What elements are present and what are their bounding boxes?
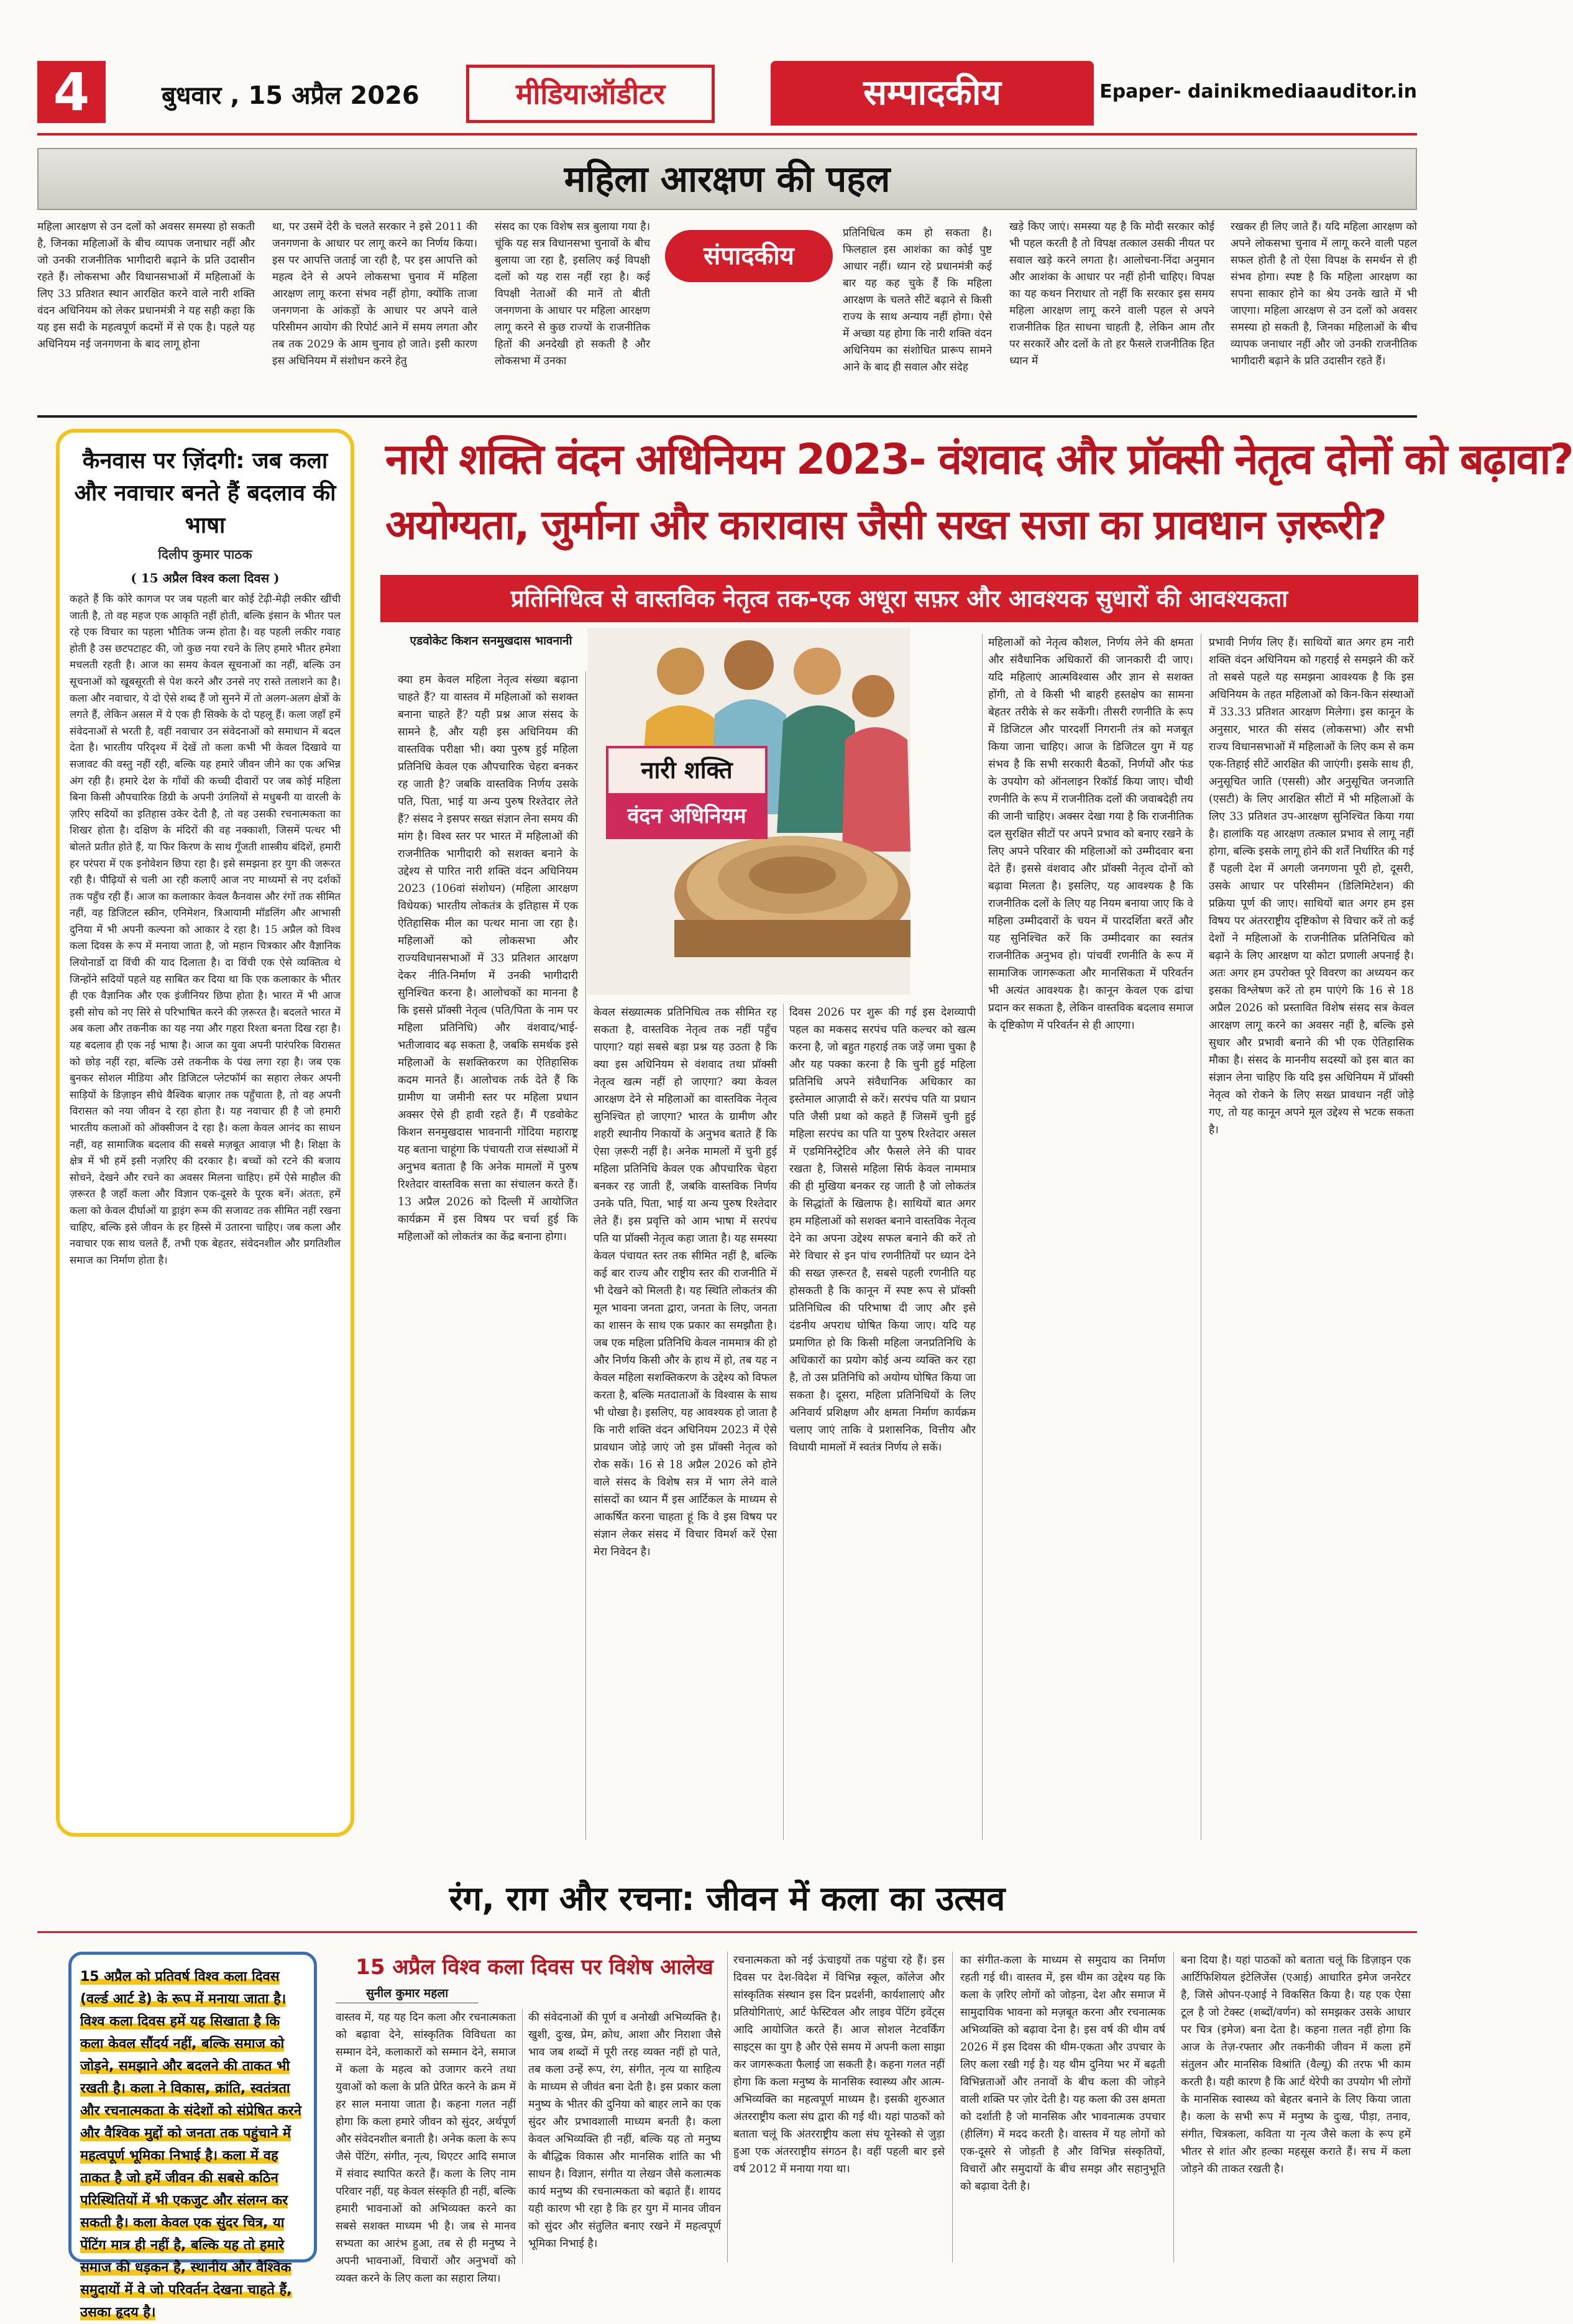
page-number: 4	[37, 61, 106, 123]
pull-quote-text	[80, 1966, 305, 2324]
pull-quote	[68, 1952, 317, 2320]
bottom-column: का संगीत-कला के माध्यम से समुदाय का निर्माण रहती गई थी। वास्तव में, इस थीम का उद्देश्य यह कि कला के ज़रिए लोगों को जोड़ना, देश और समाज में सामुदायिक भावना को मज़बूत करना और रचनात्मक अभिव्यक्ति को बढ़ावा देना है। इस वर्ष की थीम वर्ष 2026 में इस दिवस की थीम-एकता और उपचार के लिए कला रखी गई है। यह थीम दुनिया भर में बढ़ती विभिन्नताओं और तनावों के बीच कला की जोड़ने वाली शक्ति पर ज़ोर देती है। यह कला की उस क्षमता को दर्शाती है जो मानसिक और भावनात्मक उपचार (हीलिंग) में मदद करती है। वास्तव में यह लोगों को एक-दूसरे से जोड़ती है और विभिन्न संस्कृतियों, विचारों और समुदायों के बीच समझ और सहानुभूति को बढ़ावा देती है।	[960, 1954, 1165, 2193]
main-column: प्रभावी निर्णय लिए हैं। साथियों बात अगर हम नारी शक्ति वंदन अधिनियम को गहराई से समझने की करें तो सबसे पहले यह समझना आवश्यक है कि इस अधिनियम के तहत महिलाओं को किन-किन संस्थाओं में 33.33 प्रतिशत आरक्षण मिलेगा। इस कानून के अनुसार, भारत की संसद (लोकसभा) और सभी राज्य विधानसभाओं में महिलाओं के लिए कम से कम एक-तिहाई सीटें आरक्षित की जाएंगी। इसके साथ ही, अनुसूचित जाति (एससी) और अनुसूचित जनजाति (एसटी) के लिए आरक्षित सीटों में भी महिलाओं के लिए 33 प्रतिशत उप-आरक्षण सुनिश्चित किया गया है। हालांकि यह आरक्षण तत्काल प्रभाव से लागू नहीं होगा, बल्कि इसके लागू होने की शर्तें निर्धारित की गई हैं पहली देश में अगली जनगणना पूरी हो, दूसरी, उसके आधार पर परिसीमन (डिलिमिटेशन) की प्रक्रिया पूर्ण की जाए। साथियों बात अगर हम इस विषय पर अंतरराष्ट्रीय दृष्टिकोण से विचार करें तो कई देशों ने महिलाओं के राजनीतिक प्रतिनिधित्व को बढ़ाने के लिए आरक्षण या कोटा प्रणाली अपनाई है। अतः अगर हम उपरोक्त पूरे विवरण का अध्ययन कर इसका विश्लेषण करें तो हम पाएंगे कि 16 से 18 अप्रैल 2026 को प्रस्तावित विशेष संसद सत्र केवल आरक्षण लागू करने का अवसर नहीं है, बल्कि इसे सुधार और प्रभावी बनाने की भी एक ऐतिहासिक मौका है। संसद के माननीय सदस्यों को इस बात का संज्ञान लेना चाहिए कि यदि इस अधिनियम में प्रॉक्सी नेतृत्व को रोकने के लिए सख्त प्रावधान नहीं जोड़े गए, तो यह कानून अपने मूल उद्देश्य से भटक सकता है।	[1209, 636, 1414, 1136]
bottom-article-kicker: 15 अप्रैल विश्व कला दिवस पर विशेष आलेख	[355, 1955, 713, 1980]
main-headline	[385, 429, 1573, 559]
main-column: महिलाओं को नेतृत्व कौशल, निर्णय लेने की क्षमता और संवैधानिक अधिकारों की जानकारी दी जाए। यदि महिलाएं आत्मविश्वास और ज्ञान से सशक्त होंगी, तो वे किसी भी बाहरी हस्तक्षेप का सामना बेहतर तरीके से कर सकेंगी। तीसरी रणनीति के रूप में डिजिटल और पारदर्शी निगरानी तंत्र को मजबूत किया जाना चाहिए। आज के डिजिटल युग में यह संभव है कि सभी सरकारी बैठकों, निर्णयों और फंड के उपयोग को ऑनलाइन रिकॉर्ड किया जाए। चौथी रणनीति के रूप में राजनीतिक दलों की जवाबदेही तय की जानी चाहिए। अक्सर देखा गया है कि राजनीतिक दल सुरक्षित सीटों पर अपने प्रभाव को बनाए रखने के लिए अपने परिवार की महिलाओं को उम्मीदवार बना देते हैं। इससे वंशवाद और प्रॉक्सी नेतृत्व दोनों को बढ़ावा मिलता है। इसलिए, यह आवश्यक है कि राजनीतिक दलों के लिए यह नियम बनाया जाए कि वे महिला उम्मीदवारों के चयन में पारदर्शिता बरतें और यह सुनिश्चित करें कि उम्मीदवार का स्वतंत्र राजनीतिक अनुभव हो। पांचवीं रणनीति के रूप में सामाजिक जागरूकता और मानसिकता में परिवर्तन भी अत्यंत आवश्यक है। कानून केवल एक ढांचा प्रदान कर सकता है, लेकिन वास्तविक बदलाव समाज के दृष्टिकोण में परिवर्तन से ही आएगा।	[988, 636, 1193, 1032]
newspaper-brand[interactable]: मीडियाऑडीटर	[466, 65, 715, 123]
editorial-title: महिला आरक्षण की पहल	[564, 158, 891, 200]
bottom-column: की संवेदनाओं की पूर्ण व अनोखी अभिव्यक्ति है। खुशी, दुःख, प्रेम, क्रोध, आशा और निराशा जैसे भाव जब शब्दों में पूरी तरह व्यक्त नहीं हो पाते, तब कला उन्हें रूप, रंग, संगीत, नृत्य या साहित्य के माध्यम से जीवंत बना देती है। इस प्रकार कला मनुष्य के भीतर की दुनिया को बाहर लाने का एक सुंदर और प्रभावशाली माध्यम बनती है। कला केवल अभिव्यक्ति ही नहीं, बल्कि यह तो मनुष्य के बौद्धिक विकास और मानसिक शांति का भी साधन है। विज्ञान, संगीत या लेखन जैसे कलात्मक कार्य मनुष्य की रचनात्मकता को बढ़ाते हैं। शायद यही कारण भी रहा है कि हर युग में मानव जीवन को सुंदर और संतुलित बनाए रखने में महत्वपूर्ण भूमिका निभाई है।	[528, 2011, 721, 2250]
editorial-column: था, पर उसमें देरी के चलते सरकार ने इसे 2011 की जनगणना के आधार पर लागू करने का निर्णय किया। इस पर आपत्ति जताई जा रही है, पर इस आपत्ति को महत्व देने से अपने लोकसभा चुनाव में महिला आरक्षण लागू करना संभव नहीं होगा, क्योंकि ताजा जनगणना के आंकड़ों के आधार पर अपने वाले परिसीमन आयोग की रिपोर्ट आने में समय लगता और तब तक 2029 के आम चुनाव हो जाते। इसी कारण इस अधिनियम में संशोधन करने हेतु	[272, 221, 477, 367]
column-rule	[585, 671, 586, 1840]
main-column: क्या हम केवल महिला नेतृत्व संख्या बढ़ाना चाहते हैं? या वास्तव में महिलाओं को सशक्त बनाना चाहते हैं? यही प्रश्न आज संसद के सामने है, और यही इस अधिनियम की वास्तविक परीक्षा भी। क्या पुरुष हुई महिला प्रतिनिधि केवल एक औपचारिक चेहरा बनकर रह जाती है? जबकि वास्तविक निर्णय उसके पति, पिता, भाई या अन्य पुरुष रिश्तेदार लेते हैं? संसद ने इसपर सख्त संज्ञान लेना समय की मांग है। विश्व स्तर पर भारत में महिलाओं की राजनीतिक भागीदारी को सशक्त बनाने के उद्देश्य से पारित नारी शक्ति वंदन अधिनियम 2023 (106वां संशोधन) (महिला आरक्षण विधेयक) भारतीय लोकतंत्र के इतिहास में एक ऐतिहासिक मील का पत्थर माना जा रहा है। महिलाओं को लोकसभा और राज्यविधानसभाओं में 33 प्रतिशत आरक्षण देकर नीति-निर्माण में उनकी भागीदारी सुनिश्चित करना है। आलोचकों का मानना है कि इससे प्रॉक्सी नेतृत्व (पति/पिता के नाम पर महिला प्रतिनिधि) और वंशवाद/भाई-भतीजावाद बढ़ सकता है, जबकि समर्थक इसे महिलाओं के सशक्तिकरण का ऐतिहासिक कदम मानते हैं। आलोचक तर्क देते हैं कि ग्रामीण या जमीनी स्तर पर महिला प्रधान अक्सर ऐसे ही हावी रहते हैं। मैं एडवोकेट किशन सनमुखदास भावनानी गोंदिया महाराष्ट्र यह बताना चाहूंगा कि पंचायती राज संस्थाओं में अनुभव बताता है कि अनेक मामलों में पुरुष रिश्तेदार वास्तविक सत्ता का संचालन करते हैं। 13 अप्रैल 2026 को दिल्ली में आयोजित कार्यक्रम में इस विषय पर चर्चा हुई कि महिलाओं को लोकतंत्र का केंद्र बनाना होगा।	[398, 674, 578, 1243]
article-illustration	[587, 628, 910, 994]
issue-date: बुधवार , 15 अप्रैल 2026	[162, 81, 420, 110]
bottom-article-author: सुनील कुमार महला	[336, 1984, 479, 2003]
nari-shakti-tag	[606, 746, 768, 839]
masthead	[37, 48, 1417, 135]
side-article-title[interactable]: कैनवास पर ज़िंदगी: जब कला और नवाचार बनते हैं बदलाव की भाषा	[74, 448, 336, 538]
editorial-column: रखकर ही लिए जाते हैं। यदि महिला आरक्षण को अपने लोकसभा चुनाव में लागू करने वाली पहल सफल होती है तो ऐसा विपक्ष के समर्थन से ही संभव होगा। स्पष्ट है कि महिला आरक्षण का सपना साकार होने का श्रेय उनके खाते में भी जाएगा। महिला आरक्षण से उन दलों को अवसर समस्या हो सकती है, जिनका महिलाओं के बीच व्यापक जनाधार नहीं और जो उनकी राजनीतिक भागीदारी बढ़ाने के प्रति उदासीन रहते हैं।	[1231, 221, 1417, 367]
bottom-section-title[interactable]: रंग, राग और रचना: जीवन में कला का उत्सव	[449, 1879, 1006, 1918]
editorial-body	[37, 219, 1417, 405]
editorial-column: प्रतिनिधित्व कम हो सकता है। फिलहाल इस आशंका का कोई पुष्ट आधार नहीं। ध्यान रहे प्रधानमंत्री कई बार यह कह चुके हैं कि महिला आरक्षण के चलते सीटें बढ़ाने से किसी राज्य के साथ अन्याय नहीं होगा। ऐसे में अच्छा यह होगा कि नारी शक्ति वंदन अधिनियम का संशोधित प्रारूप सामने आने के बाद ही सवाल और संदेह	[843, 227, 992, 374]
column-rule	[522, 2009, 523, 2264]
divider	[37, 415, 1417, 418]
main-byline: एडवोकेट किशन सनमुखदास भावनानी	[410, 634, 572, 648]
editorial-column: संसद का एक विशेष सत्र बुलाया गया है। चूंकि यह सत्र विधानसभा चुनावों के बीच बुलाया जा रहा है, इसलिए कई विपक्षी दलों को यह रास नहीं रहा है। कई विपक्षी नेताओं की मानें तो बीती जनगणना के आधार पर महिला आरक्षण लागू करने से कुछ राज्यों के राजनीतिक हितों की अनदेखी हो सकती है और लोकसभा में उनका	[495, 221, 650, 367]
bottom-column: वास्तव में, यह यह दिन कला और रचनात्मकता को बढ़ावा देने, सांस्कृतिक विविधता का सम्मान देने, कलाकारों को सम्मान देने, समाज में कला के महत्व को उजागर करने तथा युवाओं को कला के प्रति प्रेरित करने के क्रम में हर साल मनाया जाता है। कहना गलत नहीं होगा कि कला हमारे जीवन को सुंदर, अर्थपूर्ण और संवेदनशील बनाती है। अनेक कला के रूप जैसे पेंटिंग, संगीत, नृत्य, थिएटर आदि समाज में संवाद स्थापित करते हैं। कला के लिए नाम परिवार नहीं, यह केवल संस्कृति ही नहीं, बल्कि हमारी भावनाओं को अभिव्यक्त करने का सबसे सशक्त माध्यम भी है। जब से मानव सभ्यता का आरंभ हुआ, तब से ही मनुष्य ने अपनी भावनाओं, विचारों और अनुभवों को व्यक्त करने के लिए कला का सहारा लिया।	[336, 2011, 516, 2285]
subheadline-band: प्रतिनिधित्व से वास्तविक नेतृत्व तक-एक अधूरा सफ़र और आवश्यक सुधारों की आवश्यकता	[380, 575, 1418, 622]
side-article-subhead: ( 15 अप्रैल विश्व कला दिवस )	[131, 571, 280, 586]
editorial-column: खड़े किए जाएं। समस्या यह है कि मोदी सरकार कोई भी पहल करती है तो विपक्ष तत्काल उसकी नीयत पर सवाल खड़े करने लगता है। आलोचना-निंदा अनुमान और आशंका के आधार पर नहीं होनी चाहिए। विपक्ष का यह कथन निराधार तो नहीं कि सरकार इस समय महिला आरक्षण लागू करने वाली पहल से अपने राजनीतिक हित साधना चाहती है, लेकिन आम तौर पर सरकारें और दलों के तो हर फैसले राजनीतिक हित ध्यान में	[1009, 221, 1214, 367]
editorial-banner	[37, 148, 1417, 210]
pull-quote-highlight: 15 अप्रैल को प्रतिवर्ष विश्व कला दिवस (वर्ल्ड आर्ट डे) के रूप में मनाया जाता है। विश्व कला दिवस हमें यह सिखाता है कि कला केवल सौंदर्य नहीं, बल्कि समाज को जोड़ने, समझाने और बदलने की ताकत भी रखती है। कला ने विकास, क्रांति, स्वतंत्रता और रचनात्मकता के संदेशों को संप्रेषित करने और वैश्विक मुद्दों को जनता तक पहुंचाने में महत्वपूर्ण भूमिका निभाई है। कला में वह ताकत है जो हमें जीवन की सबसे कठिन परिस्थितियों में भी एकजुट और संलग्न कर सकती है। कला केवल एक सुंदर चित्र, या पेंटिंग मात्र ही नहीं है, बल्कि यह तो हमारे समाज की धड़कन है, स्थानीय और वैश्विक समुदायों में वे जो परिवर्तन देखना चाहते हैं, उसका हृदय है।	[80, 1969, 301, 2320]
column-rule	[783, 1004, 784, 1840]
side-article-body: कहते हैं कि कोरे कागज पर जब पहली बार कोई टेढ़ी-मेढ़ी लकीर खींची जाती है, तो वह महज एक आकृति नहीं होती, बल्कि इंसान के भीतर पल रहे एक विचार का पहला भौतिक जन्म होता है। वह पहली लकीर गवाह होती है उस छटपटाहट की, जो कुछ नया रचने के लिए हमारे भीतर हमेशा मचलती रहती है। आज का समय केवल सूचनाओं का नहीं, बल्कि उन सूचनाओं को खूबसूरती से पेश करने और उनसे नए रास्ते तलाशने का है। कला और नवाचार, ये दो ऐसे शब्द हैं जो सुनने में तो अलग-अलग क्षेत्रों के लगते हैं, लेकिन असल में ये एक ही सिक्के के दो पहलू हैं। कला जहाँ हमें संवेदनाओं से भरती है, वहीं नवाचार उन संवेदनाओं को समाधान में बदल देता है। भारतीय परिदृश्य में देखें तो कला कभी भी केवल दिखावे या सजावट की वस्तु नहीं रही, बल्कि यह हमारे जीवन जीने का एक अभिन्न अंग रही है। हमारे देश के गाँवों की कच्ची दीवारों पर जब कोई महिला बिना किसी औपचारिक डिग्री के अपनी उंगलियों से मधुबनी या वारली के ज़रिए सदियों का इतिहास उकेर देती है, तो वह उसकी रचनात्मकता का शिखर होता है। दक्षिण के मंदिरों की वह नक्काशी, जिसमें पत्थर भी बोलते प्रतीत होते हैं, या फिर किरण के साथ गूँजती शास्त्रीय बंदिशें, हमारी हर परंपरा में एक इनोवेशन छिपा रहा है। इसे समझना हर युग की जरूरत रही है। पीढ़ियों से चली आ रही कलाएँ आज नए माध्यमों से नए दर्शकों तक पहुँच रही हैं। आज का कलाकार केवल कैनवास और रंगों तक सीमित नहीं, वह डिजिटल स्क्रीन, एनिमेशन, त्रिआयामी मॉडलिंग और आभासी दुनिया में भी अपनी कल्पना को आकार दे रहा है। 15 अप्रैल को विश्व कला दिवस के रूप में मनाया जाता है, जो महान चित्रकार और वैज्ञानिक लियोनार्डो दा विंची की याद दिलाता है। दा विंची एक ऐसे व्यक्तित्व थे जिन्होंने सदियों पहले यह साबित कर दिया था कि एक कलाकार के भीतर ही एक वैज्ञानिक और एक इंजीनियर छिपा होता है। भारत में भी आज इसी सोच को नए सिरे से परिभाषित करने की ज़रूरत है। बदलते भारत में अब कला और तकनीक का यह नया और गहरा रिश्ता बनता दिख रहा है। यह बदलाव ही एक नई भाषा है। आज का युवा अपनी पारंपरिक विरासत को छोड़ नहीं रहा, बल्कि उसे तकनीक के पंख लगा रहा है। जब एक बुनकर सोशल मीडिया और डिजिटल प्लेटफॉर्म का सहारा लेकर अपनी साड़ियों के डिज़ाइन सीधे वैश्विक बाज़ार तक पहुँचाता है, तो वह अपनी विरासत को नया जीवन दे रहा होता है। यह नवाचार ही है जो हमारी भारतीय कलाओं को ऑक्सीजन दे रहा है। कला केवल आनंद का साधन नहीं, वह सामाजिक बदलाव की सबसे मज़बूत आवाज़ भी है। शिक्षा के क्षेत्र में भी हमें इसी नज़रिए की दरकार है। बच्चों को रटने की बजाय सोचने, देखने और रचने का अवसर मिलना चाहिए। हमें ऐसे माहौल की ज़रूरत है जहाँ कला और विज्ञान एक-दूसरे के पूरक बनें। अंततः, हमें कला को केवल दीर्घाओं या ड्राइंग रूम की सजावट तक सीमित नहीं रखना चाहिए, बल्कि इसे जीवन के हर हिस्से में उतारना चाहिए। जब कला और नवाचार एक साथ चलते हैं, तभी एक बेहतर, संवेदनशील और प्रगतिशील समाज का निर्माण होता है।	[70, 593, 341, 1266]
column-rule	[952, 1952, 953, 2262]
column-rule	[1173, 1952, 1174, 2262]
bottom-column: रचनात्मकता को नई ऊंचाइयों तक पहुंचा रहे हैं। इस दिवस पर देश-विदेश में विभिन्न स्कूल, कॉलेज और सांस्कृतिक संस्थान इस दिन प्रदर्शनी, कार्यशालाएं और प्रतियोगिताएं, आर्ट फेस्टिवल और लाइव पेंटिंग इवेंट्स आदि आयोजित करते हैं। आज सोशल नेटवर्किंग साइट्स का युग है और ऐसे समय में अपनी कला साझा कर जागरूकता फैलाई जा सकती है। कहना गलत नहीं होगा कि कला मनुष्य के मानसिक स्वास्थ्य और आत्म-अभिव्यक्ति का महत्वपूर्ण माध्यम है। इसकी शुरुआत अंतरराष्ट्रीय कला संघ द्वारा की गई थी। यहां पाठकों को बताता चलूं कि अंतरराष्ट्रीय कला संघ यूनेस्को से जुड़ा हुआ एक अंतरराष्ट्रीय संगठन है। वहीं पहली बार इसे वर्ष 2012 में मनाया गया था।	[733, 1954, 945, 2175]
epaper-link[interactable]: Epaper- dainikmediaauditor.in	[1099, 81, 1417, 103]
nari-tag-top: नारी शक्ति	[641, 756, 733, 784]
main-column: दिवस 2026 पर शुरू की गई इस देशव्यापी पहल का मकसद सरपंच पति कल्चर को खत्म करना है, जो बहुत गहराई तक जड़ें जमा चुका है और यह पक्का करना है कि चुनी हुई महिला प्रतिनिधि अपने संवैधानिक अधिकार का इस्तेमाल आज़ादी से करें। सरपंच पति या प्रधान पति जैसी प्रथा को कहते हैं जिसमें चुनी हुई महिला सरपंच का पति या पुरुष रिश्तेदार असल में एडमिनिस्ट्रेटिव और फैसले लेने की पावर रखता है, जिससे महिला सिर्फ केवल नाममात्र की ही मुखिया बनकर रह जाती है जो लोकतंत्र के सिद्धांतों के खिलाफ है। साथियों बात अगर हम महिलाओं को सशक्त बनाने वास्तविक नेतृत्व देने का अपना उद्देश्य सफल बनाने की करें तो मेरे विचार से इन पांच रणनीतियों पर ध्यान देने की सख्त ज़रूरत है, सबसे पहली रणनीति यह होसकती है कि कानून में स्पष्ट रूप से प्रॉक्सी प्रतिनिधित्व की परिभाषा दी जाए और इसे दंडनीय अपराध घोषित किया जाए। यदि यह प्रमाणित हो कि किसी महिला जनप्रतिनिधि के अधिकारों का प्रयोग कोई अन्य व्यक्ति कर रहा है, तो उस प्रतिनिधि को अयोग्य घोषित किया जा सकता है। दूसरा, महिला प्रतिनिधियों के लिए अनिवार्य प्रशिक्षण और क्षमता निर्माण कार्यक्रम चलाए जाएं ताकि वे प्रशासनिक, वित्तीय और विधायी मामलों में स्वतंत्र निर्णय ले सकें।	[789, 1006, 976, 1454]
bottom-section-header	[37, 1865, 1417, 1933]
editorial-column: महिला आरक्षण से उन दलों को अवसर समस्या हो सकती है, जिनका महिलाओं के बीच व्यापक जनाधार नहीं और जो उनकी राजनीतिक भागीदारी बढ़ाने के प्रति उदासीन रहते हैं। लोकसभा और विधानसभाओं में महिलाओं के लिए 33 प्रतिशत स्थान आरक्षित करने वाले नारी शक्ति वंदन अधिनियम को लेकर प्रधानमंत्री ने यह सही कहा कि यह इस सदी के महत्वपूर्ण कदमों में से एक है। पहले यह अधिनियम नई जनगणना के बाद लागू होना	[37, 221, 255, 351]
headline-line-2[interactable]: अयोग्यता, जुर्माना और कारावास जैसी सख्त सजा का प्रावधान ज़रूरी?	[385, 501, 1386, 549]
section-title: सम्पादकीय	[771, 61, 1094, 126]
side-article	[56, 429, 354, 1837]
headline-line-1[interactable]: नारी शक्ति वंदन अधिनियम 2023- वंशवाद और प्रॉक्सी नेतृत्व दोनों को बढ़ावा?	[385, 435, 1573, 484]
side-article-author: दिलीप कुमार पाठक	[158, 547, 252, 562]
bottom-column: बना दिया है। यहां पाठकों को बताता चलूं कि डिज़ाइन एक आर्टिफिशियल इंटेलिजेंस (एआई) आधारित इमेज जनरेटर है, जिसे ओपन-एआई ने विकसित किया है। यह एक ऐसा टूल है जो टेक्स्ट (शब्दों/वर्णन) को समझकर उसके आधार पर चित्र (इमेज) बना देता है। कहना ग़लत नहीं होगा कि आज के तेज़-रफ्तार और तकनीकी जीवन में कला हमें संतुलन और मानसिक विश्रांति (वैल्यू) की तरफ भी काम करती है। यही कारण है कि आर्ट थेरेपी का उपयोग भी लोगों के मानसिक स्वास्थ्य को बेहतर बनाने के लिए किया जाता है। कला के सभी रूप में मनुष्य के दुःख, पीड़ा, तनाव, संगीत, चित्रकला, कविता या नृत्य जैसे कला के रूप हमें भीतर से शांत और हल्का महसूस कराते हैं। सच में कला जोड़ने की ताकत रखती है।	[1181, 1954, 1411, 2175]
nari-tag-bottom: वंदन अधिनियम	[608, 793, 765, 839]
main-column: केवल संख्यात्मक प्रतिनिधित्व तक सीमित रह सकता है, वास्तविक नेतृत्व तक नहीं पहुँच पाएगा? यहां सबसे बड़ा प्रश्न यह उठता है कि क्या इस अधिनियम से वंशवाद तथा प्रॉक्सी नेतृत्व खत्म नहीं हो जाएगा? क्या केवल आरक्षण देने से महिलाओं का वास्तविक नेतृत्व सुनिश्चित हो जाएगा? भारत के ग्रामीण और शहरी स्थानीय निकायों के अनुभव बताते हैं कि ऐसा ज़रूरी नहीं है। अनेक मामलों में चुनी हुई महिला प्रतिनिधि केवल एक औपचारिक चेहरा बनकर रह जाती हैं, जबकि वास्तविक निर्णय उनके पति, पिता, भाई या अन्य पुरुष रिश्तेदार लेते हैं। इस प्रवृत्ति को आम भाषा में सरपंच पति या प्रॉक्सी नेतृत्व कहा जाता है। यह समस्या केवल पंचायत स्तर तक सीमित नहीं है, बल्कि कई बार राज्य और राष्ट्रीय स्तर की राजनीति में भी देखने को मिलती है। यह स्थिति लोकतंत्र की मूल भावना जनता द्वारा, जनता के लिए, जनता का शासन के साथ एक प्रकार का समझौता है। जब एक महिला प्रतिनिधि केवल नाममात्र की हो और निर्णय किसी और के हाथ में हो, तब यह न केवल महिला सशक्तिकरण के उद्देश्य को विफल करता है, बल्कि मतदाताओं के विश्वास के साथ भी धोखा है। इसलिए, यह आवश्यक हो जाता है कि नारी शक्ति वंदन अधिनियम 2023 में ऐसे प्रावधान जोड़े जाएं जो इस प्रॉक्सी नेतृत्व को रोक सकें। 16 से 18 अप्रैल 2026 को होने वाले संसद के विशेष सत्र में भाग लेने वाले सांसदों का ध्यान मैं इस आर्टिकल के माध्यम से आकर्षित करना चाहता हूं कि वे इस विषय पर संज्ञान लेकर संसद में विचार विमर्श करें ऐसा मेरा निवेदन है।	[594, 1006, 777, 1558]
column-rule	[982, 634, 983, 1840]
editorial-badge: संपादकीय	[665, 230, 833, 282]
column-rule	[727, 1952, 728, 2262]
